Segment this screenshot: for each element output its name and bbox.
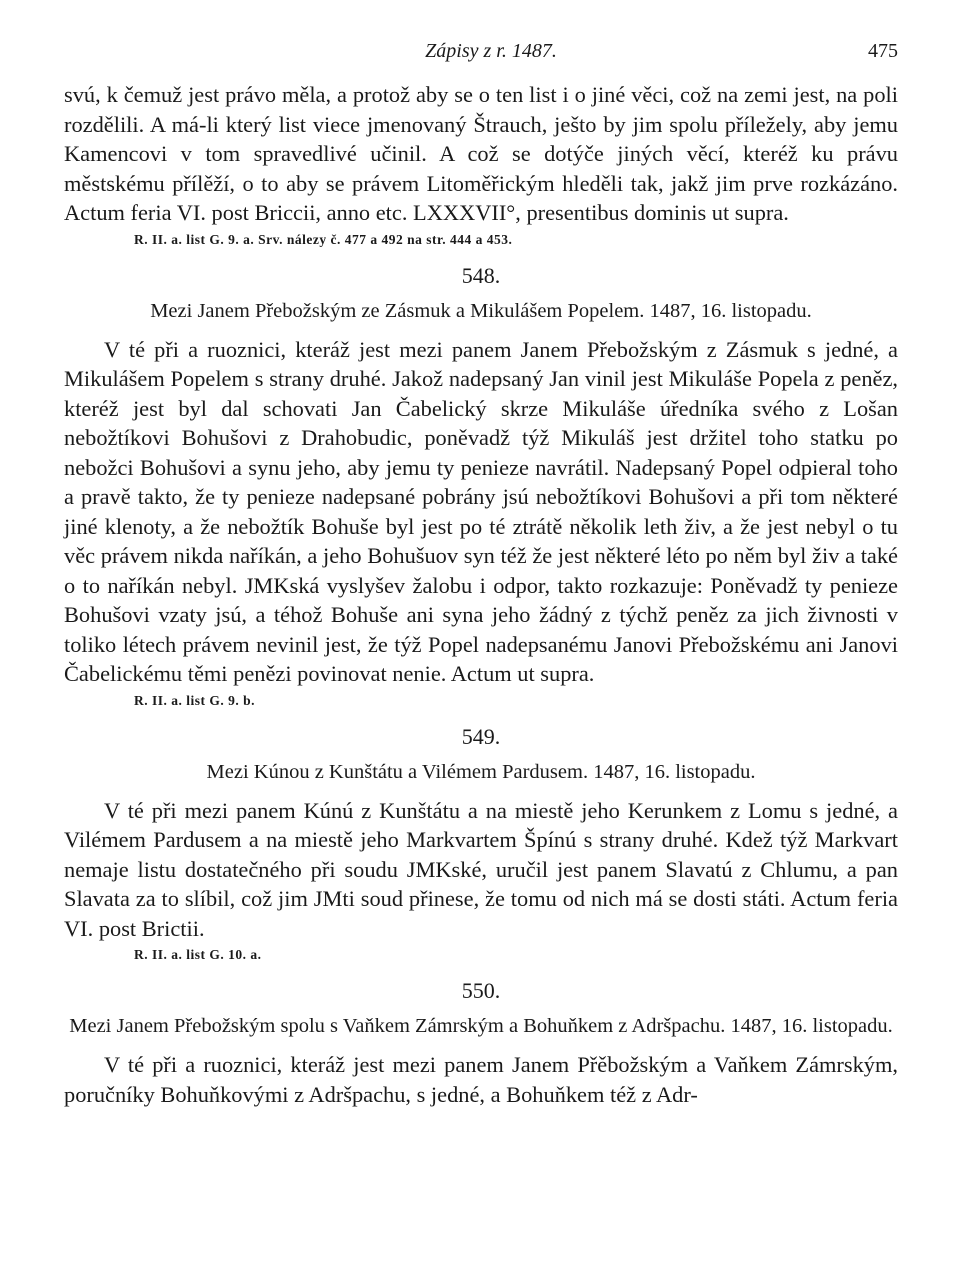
page-number: 475 <box>868 40 898 62</box>
running-header <box>64 40 898 80</box>
entry-549 <box>64 723 898 966</box>
entry-550 <box>64 977 898 1109</box>
continuation-paragraph: svú, k čemuž jest právo měla, a protož aby se o ten list i o jiné věci, což na zemi jest, na poli rozdělili. A má-li který list viece jmenovaný Štrauch, ješto by jim spolu příležely, aby jemu Kamencovi v tom spravedlivé učinil. A což se dotýče jiných věcí, kteréž ku právu městskému přílěží, o to aby se právem Litoměřickým hleděli tak, jakž jim prve rozkázáno. Actum feria VI. post Briccii, anno etc. LXXXVII°, presentibus dominis ut supra. <box>64 82 898 225</box>
entry-number: 548. <box>461 262 501 288</box>
entry-paragraph: V té při a ruoznici, kteráž jest mezi panem Janem Přěbožským a Vaňkem Zámrským, poručníky Bohuňkovými z Adršpachu, s jedné, a Bohuňkem též z Adr- <box>64 1052 898 1107</box>
entry-paragraph: V té při mezi panem Kúnú z Kunštátu a na miestě jeho Kerunkem z Lomu s jedné, a Vilémem Pardusem a na miestě jeho Markvartem Špínú s strany druhé. Kdež týž Markvart nemaje listu dostatečného při soudu JMKské, uručil jest panem Slavatú z Chlumu, a pan Slavata za to slíbil, což jim JMti soud přinese, že tomu od nich má se dosti státi. Actum feria VI. post Brictii. <box>64 797 898 941</box>
running-title: Zápisy z r. 1487. <box>425 40 557 62</box>
entry-heading: Mezi Kúnou z Kunštátu a Vilémem Pardusem. 1487, 16. listopadu. <box>206 760 756 783</box>
source-reference: R. II. a. list G. 10. a. <box>134 947 262 962</box>
source-reference: R. II. a. list G. 9. b. <box>134 692 256 708</box>
entry-number: 549. <box>461 723 501 749</box>
entry-heading: Mezi Janem Přebožským spolu s Vaňkem Zámrským a Bohuňkem z Adršpachu. 1487, 16. listopadu. <box>69 1015 893 1037</box>
entry-paragraph: V té při a ruoznici, kteráž jest mezi panem Janem Přebožským z Zásmuk s jedné, a Mikulášem Popelem s strany druhé. Jakož nadepsaný Jan vinil jest Mikuláše Popela z peněz, kteréž jest byl dal schovati Jan Čabelický skrze Mikuláše úředníka svého z Lošan nebožtíkovi Bohušovi z Drahobudic, poněvadž týž Mikuláš jest držitel toho statku po nebožci Bohušovi a synu jeho, aby jemu ty penieze navrátil. Nadepsaný Popel odpieral toho a pravě takto, že ty penieze nadepsané pobrány jsú nebožtíkovi Bohušovi a při tom některé jiné klenoty, a že nebožtík Bohuše byl jest po té ztrátě několik leth živ, a že jest nebyl o tu věc právem nikda naříkán, a jeho Bohušuov syn též že jest některé léto po něm byl živ a také o to naříkán nebyl. JMKská vyslyšev žalobu i odpor, takto rozkazuje: Poněvadž ty penieze Bohušovi vzaty jsú, a téhož Bohuše ani syna jeho žádný z týchž peněz za jich živnosti v toliko létech právem nevinil jest, že týž Popel nadepsanému Janovi Přebožskému ani Janovi Čabelickému těmi penězi povinovat nenie. Actum ut supra. <box>64 336 898 686</box>
entry-number: 550. <box>461 978 501 1003</box>
source-reference: R. II. a. list G. 9. a. Srv. nálezy č. 477 a 492 na str. 444 a 453. <box>134 231 513 247</box>
document-page <box>64 40 898 1109</box>
entry-548 <box>64 262 898 711</box>
entry-heading: Mezi Janem Přebožským ze Zásmuk a Mikulášem Popelem. 1487, 16. listopadu. <box>150 299 812 322</box>
